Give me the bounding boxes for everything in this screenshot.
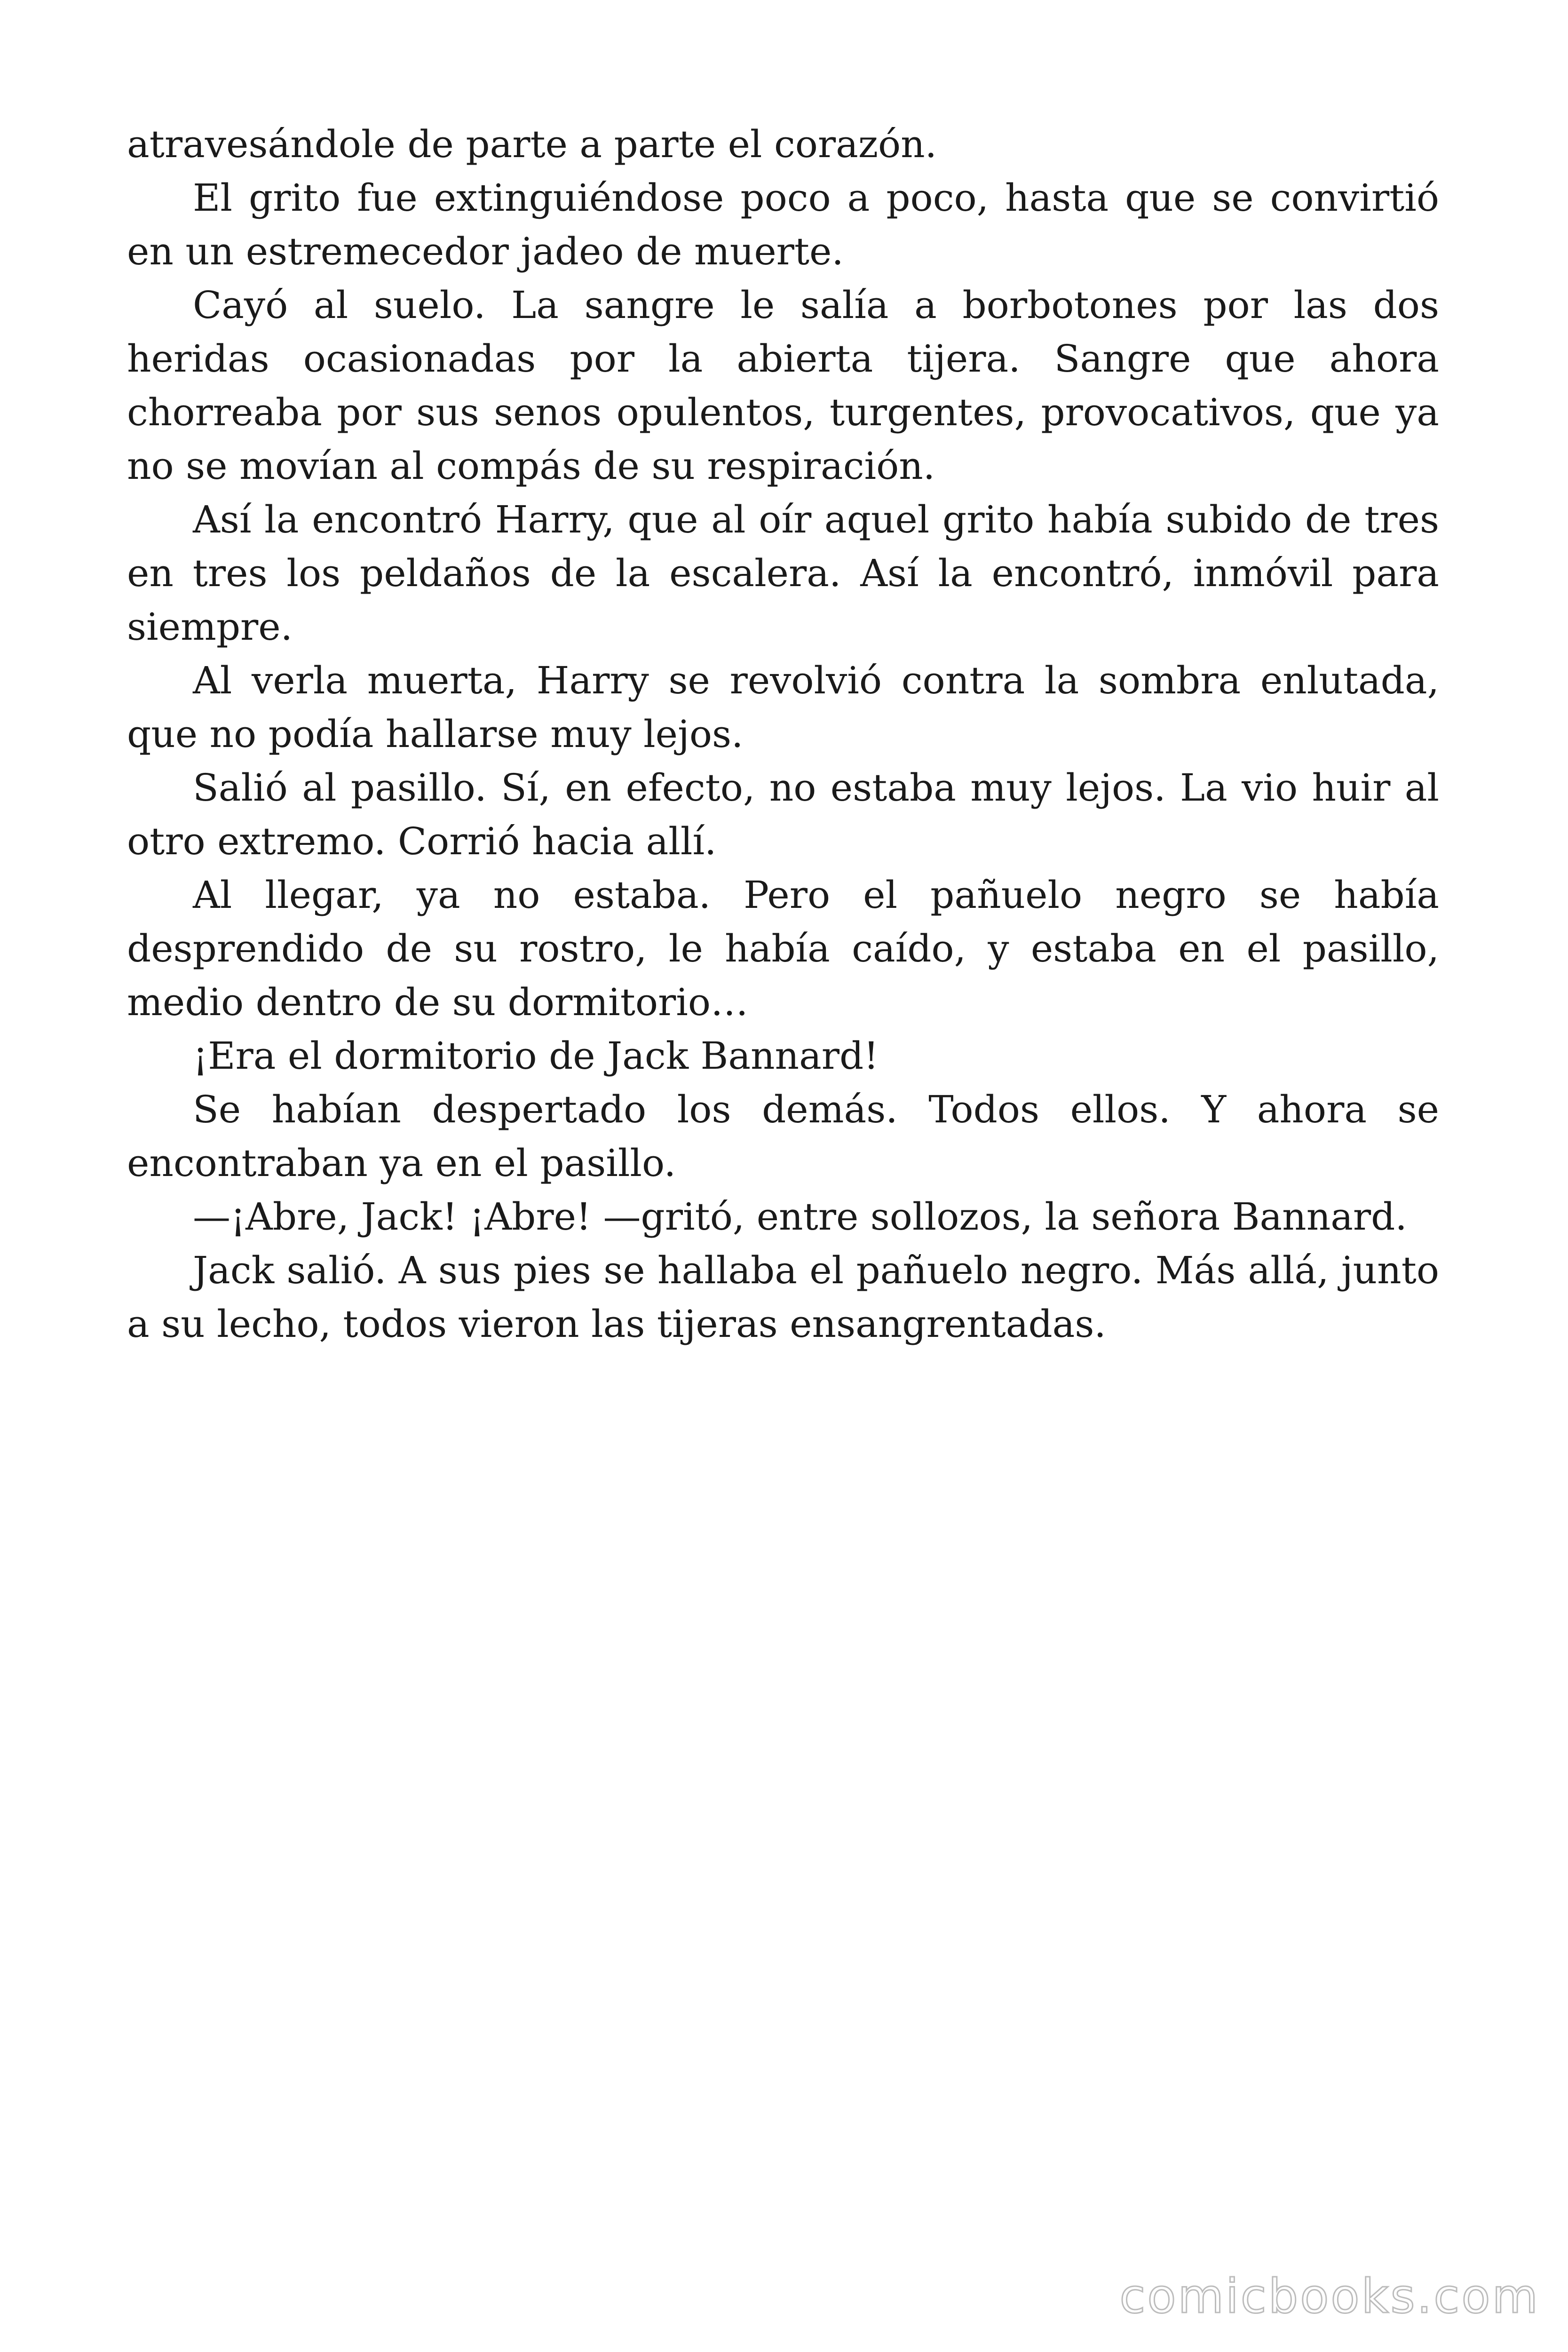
paragraph-11: Jack salió. A sus pies se hallaba el pañuelo negro. Más allá, junto a su lecho, todos vieron las tijeras ensangrentadas. <box>127 1248 1439 1346</box>
paragraph-1: atravesándole de parte a parte el corazón. <box>127 122 937 166</box>
paragraph-9: Se habían despertado los demás. Todos ellos. Y ahora se encontraban ya en el pasillo. <box>127 1088 1439 1185</box>
paragraph-2: El grito fue extinguiéndose poco a poco, hasta que se convirtió en un estremecedor jadeo de muerte. <box>127 176 1439 273</box>
watermark: comicbooks.com <box>1119 2269 1540 2324</box>
paragraph-5: Al verla muerta, Harry se revolvió contra la sombra enlutada, que no podía hallarse muy lejos. <box>127 659 1439 756</box>
paragraph-10: —¡Abre, Jack! ¡Abre! —gritó, entre sollozos, la señora Bannard. <box>193 1195 1407 1239</box>
page-body <box>127 118 1439 1351</box>
paragraph-3: Cayó al suelo. La sangre le salía a borbotones por las dos heridas ocasionadas por la abierta tijera. Sangre que ahora chorreaba por sus senos opulentos, turgentes, provocativos, que ya no se movían al compás de su respiración. <box>127 283 1439 488</box>
paragraph-6: Salió al pasillo. Sí, en efecto, no estaba muy lejos. La vio huir al otro extremo. Corrió hacia allí. <box>127 766 1439 863</box>
paragraph-4: Así la encontró Harry, que al oír aquel grito había subido de tres en tres los peldaños de la escalera. Así la encontró, inmóvil para siempre. <box>127 498 1439 649</box>
paragraph-7: Al llegar, ya no estaba. Pero el pañuelo negro se había desprendido de su rostro, le había caído, y estaba en el pasillo, medio dentro de su dormitorio… <box>127 873 1439 1024</box>
paragraph-8: ¡Era el dormitorio de Jack Bannard! <box>193 1034 879 1078</box>
